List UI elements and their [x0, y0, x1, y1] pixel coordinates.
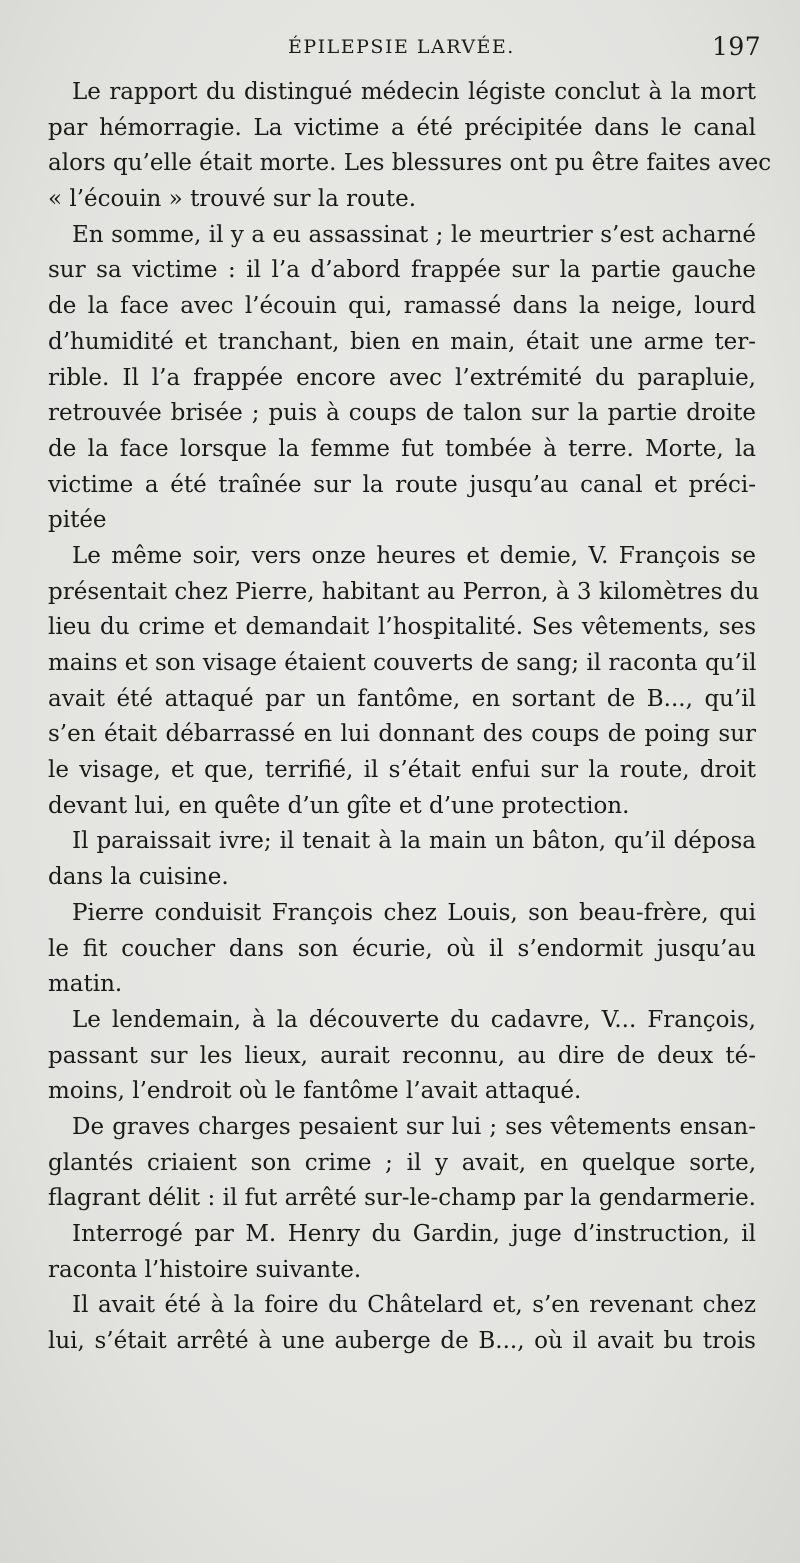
text-line: s’en était débarrassé en lui donnant des coups de poing sur [48, 721, 756, 748]
text-line: glantés criaient son crime ; il y avait, en quelque sorte, [48, 1149, 756, 1176]
text-line: lieu du crime et demandait l’hospitalité. Ses vêtements, ses [48, 614, 756, 641]
text-line: Le rapport du distingué médecin légiste conclut à la mort [72, 79, 756, 105]
text-line: Pierre conduisit François chez Louis, son beau-frère, qui [72, 899, 756, 926]
text-line: retrouvée brisée ; puis à coups de talon sur la partie droite [48, 400, 756, 427]
text-line: Le lendemain, à la découverte du cadavre, V... François, [72, 1006, 756, 1033]
text-line: le fit coucher dans son écurie, où il s’endormit jusqu’au [48, 935, 756, 962]
text-line: mains et son visage étaient couverts de sang; il raconta qu’il [48, 650, 757, 676]
page-header [0, 30, 800, 70]
text-line: « l’écouin » trouvé sur la route. [48, 186, 416, 213]
text-line: matin. [48, 971, 123, 998]
text-line: Il avait été à la foire du Châtelard et, s’en revenant chez [72, 1292, 756, 1319]
text-line: avait été attaqué par un fantôme, en sortant de B..., qu’il [48, 685, 756, 712]
text-line: devant lui, en quête d’un gîte et d’une protection. [48, 792, 630, 819]
text-line: victime a été traînée sur la route jusqu’au canal et préci- [48, 471, 756, 498]
text-line: moins, l’endroit où le fantôme l’avait attaqué. [48, 1078, 582, 1105]
text-line: par hémorragie. La victime a été précipitée dans le canal [48, 114, 756, 141]
text-line: rible. Il l’a frappée encore avec l’extrémité du parapluie, [48, 364, 756, 391]
text-line: raconta l’histoire suivante. [48, 1256, 362, 1283]
text-line: Le même soir, vers onze heures et demie, V. François se [72, 542, 756, 569]
text-line: passant sur les lieux, aurait reconnu, au dire de deux té- [48, 1042, 756, 1069]
text-line: le visage, et que, terrifié, il s’était enfui sur la route, droit [48, 757, 756, 784]
text-line: Interrogé par M. Henry du Gardin, juge d’instruction, il [72, 1221, 756, 1247]
text-line: de la face lorsque la femme fut tombée à terre. Morte, la [48, 435, 756, 462]
text-line: De graves charges pesaient sur lui ; ses vêtements ensan- [72, 1113, 756, 1140]
text-line: présentait chez Pierre, habitant au Perron, à 3 kilomètres du [48, 578, 760, 605]
text-line: de la face avec l’écouin qui, ramassé dans la neige, lourd [48, 293, 756, 320]
text-line: sur sa victime : il l’a d’abord frappée sur la partie gauche [48, 257, 756, 284]
text-line: Il paraissait ivre; il tenait à la main un bâton, qu’il déposa [72, 828, 756, 855]
body-text [48, 75, 772, 1360]
page-number: 197 [712, 32, 762, 61]
text-line: En somme, il y a eu assassinat ; le meurtrier s’est acharné [72, 221, 756, 248]
text-line: pitée [48, 507, 107, 534]
running-title: ÉPILEPSIE LARVÉE. [288, 36, 515, 58]
text-line: d’humidité et tranchant, bien en main, était une arme ter- [48, 328, 756, 355]
text-line: lui, s’était arrêté à une auberge de B..., où il avait bu trois [48, 1328, 756, 1355]
text-line: alors qu’elle était morte. Les blessures ont pu être faites avec [48, 150, 772, 177]
text-line: dans la cuisine. [48, 864, 229, 891]
text-line: flagrant délit : il fut arrêté sur-le-champ par la gendarmerie. [48, 1185, 756, 1212]
